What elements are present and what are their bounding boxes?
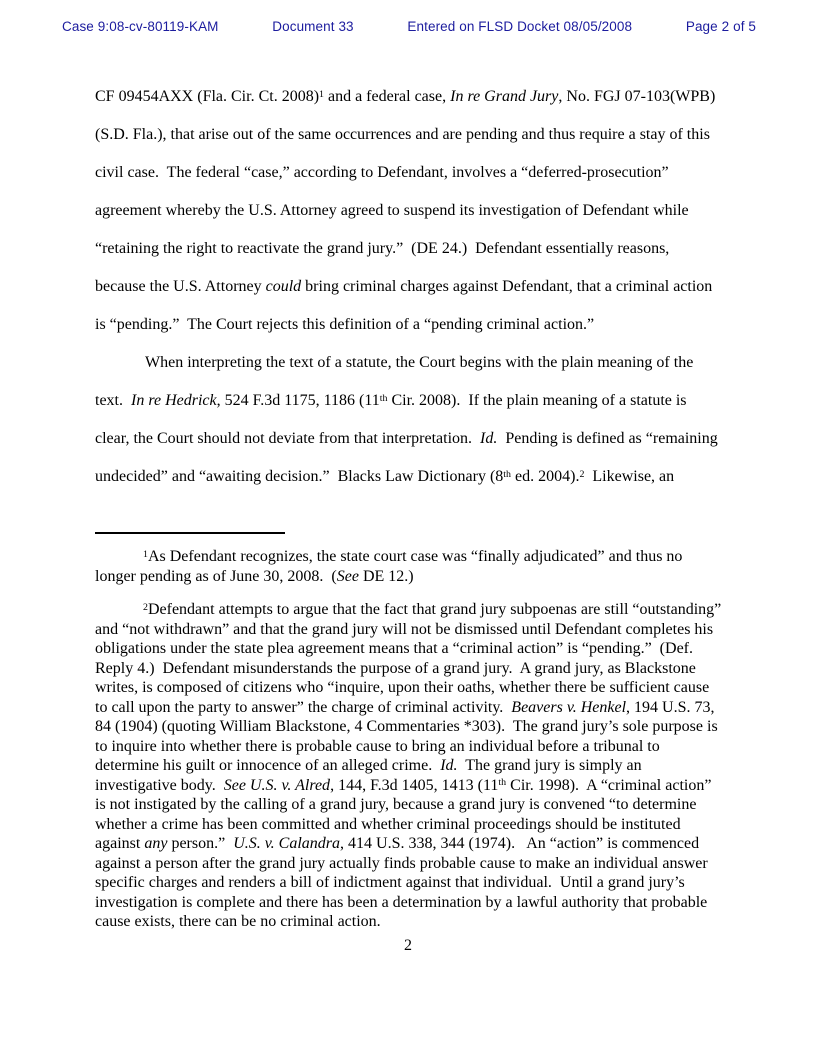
document-body — [95, 78, 726, 932]
body-paragraph-1: CF 09454AXX (Fla. Cir. Ct. 2008)$^1$ and a federal case, In re Grand Jury, No. FGJ 07-103(WPB) (S.D. Fla.), that arise out of the same occurrences and are pending and thus require a stay of this civil case. The federal “case,” according to Defendant, involves a “deferred-prosecution” agreement whereby the U.S. Attorney agreed to suspend its investigation of Defendant while “retaining the right to reactivate the grand jury.” (DE 24.) Defendant essentially reasons, because the U.S. Attorney could bring criminal charges against Defendant, that a criminal action is “pending.” The Court rejects this definition of a “pending criminal action.” — [95, 88, 720, 333]
case-number-label: Case 9:08-cv-80119-KAM — [62, 19, 219, 34]
footnote-1: $^1$As Defendant recognizes, the state court case was “finally adjudicated” and thus no longer pending as of June 30, 2008. (See DE 12.) — [95, 548, 687, 585]
docket-stamp-header — [62, 19, 756, 34]
docket-entry-label: Entered on FLSD Docket 08/05/2008 — [407, 19, 633, 34]
page-indicator-label: Page 2 of 5 — [685, 19, 756, 34]
page-number: 2 — [404, 937, 412, 954]
footnote-2: $^2$Defendant attempts to argue that the fact that grand jury subpoenas are still “outstanding” and “not withdrawn” and that the grand jury will not be dismissed until Defendant completes his obligations under the state plea agreement means that a “criminal action” is “pending.” (Def. Reply 4.) Defendant misunderstands the purpose of a grand jury. A grand jury, as Blackstone writes, is composed of citizens who “inquire, upon their oaths, whether there be sufficient cause to call upon the party to answer” the charge of criminal activity. Beavers v. Henkel, 194 U.S. 73, 84 (1904) (quoting William Blackstone, 4 Commentaries *303). The grand jury’s sole purpose is to inquire into whether there is probable cause to bring an individual before a tribunal to determine his guilt or innocence of an alleged crime. Id. The grand jury is simply an investigative body. See U.S. v. Alred, 144, F.3d 1405, 1413 (11th Cir. 1998). A “criminal action” is not instigated by the calling of a grand jury, because a grand jury is convened “to determine whether a crime has been committed and whether criminal proceedings should be instituted against any person.” U.S. v. Calandra, 414 U.S. 338, 344 (1974). An “action” is commenced against a person after the grand jury actually finds probable cause to make an individual answer specific charges and renders a bill of indictment against that individual. Until a grand jury’s investigation is complete and there has been a determination by a lawful authority that probable cause exists, there can be no criminal action. — [95, 601, 726, 930]
body-paragraph-2: When interpreting the text of a statute, the Court begins with the plain meaning of the text. In re Hedrick, 524 F.3d 1175, 1186 (11th Cir. 2008). If the plain meaning of a statute is clear, the Court should not deviate from that interpretation. Id. Pending is defined as “remaining undecided” and “awaiting decision.” Blacks Law Dictionary (8th ed. 2004).$^2$ Likewise, an — [95, 354, 722, 485]
footnote-separator — [95, 532, 285, 534]
document-number-label: Document 33 — [272, 19, 354, 34]
